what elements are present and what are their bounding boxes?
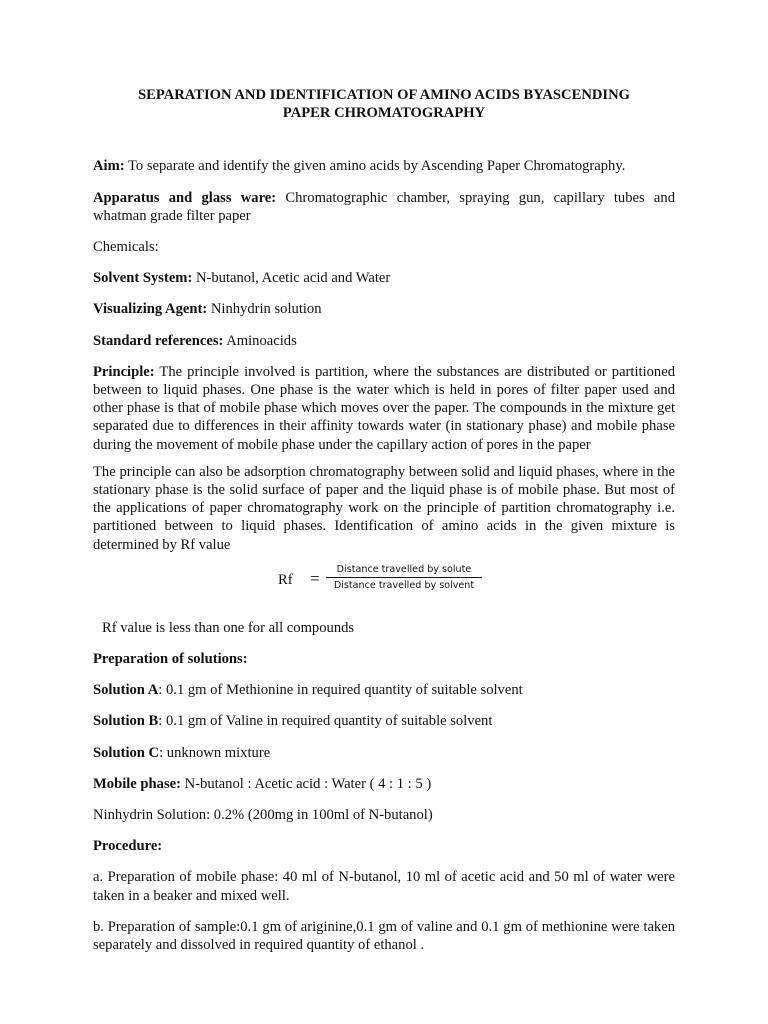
solution-c-paragraph — [93, 744, 675, 762]
formula-equals: = — [310, 568, 320, 588]
standard-paragraph — [93, 332, 675, 350]
rf-formula — [93, 563, 675, 597]
visualizing-paragraph — [93, 300, 675, 318]
formula-lhs: Rf — [278, 571, 293, 588]
solution-c-label: Solution C — [93, 744, 160, 761]
solution-a-text: : 0.1 gm of Methionine in required quantity of suitable solvent — [158, 682, 523, 699]
apparatus-text: Chromatographic chamber, spraying gun, capillary tubes and whatman grade filter paper — [93, 189, 675, 224]
visualizing-text: Ninhydrin solution — [207, 301, 322, 318]
solvent-text: N-butanol, Acetic acid and Water — [192, 270, 391, 287]
formula-fraction — [326, 563, 482, 592]
formula-numerator: Distance travelled by solute — [326, 563, 482, 578]
standard-text: Aminoacids — [223, 332, 297, 349]
aim-paragraph — [93, 157, 675, 175]
solution-a-label: Solution A — [93, 682, 159, 699]
title-line-2: PAPER CHROMATOGRAPHY — [282, 105, 486, 122]
chemicals-heading: Chemicals: — [93, 239, 159, 256]
aim-label: Aim: — [93, 158, 125, 175]
principle-paragraph — [93, 363, 675, 454]
visualizing-label: Visualizing Agent: — [93, 301, 208, 318]
preparation-heading: Preparation of solutions: — [93, 651, 248, 668]
solution-b-paragraph — [93, 712, 675, 730]
solution-a-paragraph — [93, 681, 675, 699]
procedure-step-b: b. Preparation of sample:0.1 gm of ariginine,0.1 gm of valine and 0.1 gm of methionine were taken separately and dissolved in required quantity of ethanol . — [93, 918, 675, 954]
solution-b-text: : 0.1 gm of Valine in required quantity of suitable solvent — [158, 713, 493, 730]
solution-c-text: : unknown mixture — [159, 744, 271, 761]
apparatus-paragraph — [93, 189, 675, 225]
rf-note: Rf value is less than one for all compounds — [102, 619, 355, 636]
mobile-phase-paragraph — [93, 775, 675, 793]
mobile-phase-label: Mobile phase: — [93, 775, 181, 792]
solvent-label: Solvent System: — [93, 270, 193, 287]
mobile-phase-text: N-butanol : Acetic acid : Water ( 4 : 1 : 5 ) — [180, 775, 432, 792]
principle-paragraph-2: The principle can also be adsorption chromatography between solid and liquid phases, where in the stationary phase is the solid surface of paper and the liquid phase is of mobile phase. But most of the applications of paper chromatography work on the principle of partition chromatography i.e. partitioned between to liquid phases. Identification of amino acids in the given mixture is determined by Rf value — [93, 463, 675, 553]
principle-text: The principle involved is partition, where the substances are distributed or partitioned between to liquid phases. One phase is the water which is held in pores of filter paper used and other phase is that of mobile phase which moves over the paper. The compounds in the mixture get separated due to differences in their affinity towards water (in stationary phase) and mobile phase during the movement of mobile phase under the capillary action of pores in the paper — [93, 363, 675, 453]
aim-text: To separate and identify the given amino acids by Ascending Paper Chromatography. — [124, 158, 626, 175]
solution-b-label: Solution B — [93, 713, 159, 730]
procedure-heading: Procedure: — [93, 838, 163, 855]
standard-label: Standard references: — [93, 332, 224, 349]
formula-denominator: Distance travelled by solvent — [333, 579, 475, 591]
title-line-1: SEPARATION AND IDENTIFICATION OF AMINO ACIDS BYASCENDING — [138, 87, 630, 103]
principle-label: Principle: — [93, 363, 155, 380]
document-page — [93, 86, 675, 967]
document-title — [93, 86, 675, 122]
solvent-paragraph — [93, 269, 675, 287]
procedure-step-a: a. Preparation of mobile phase: 40 ml of N-butanol, 10 ml of acetic acid and 50 ml of water were taken in a beaker and mixed well. — [93, 869, 675, 904]
ninhydrin-paragraph: Ninhydrin Solution: 0.2% (200mg in 100ml of N-butanol) — [93, 807, 433, 824]
apparatus-label: Apparatus and glass ware: — [93, 189, 277, 206]
